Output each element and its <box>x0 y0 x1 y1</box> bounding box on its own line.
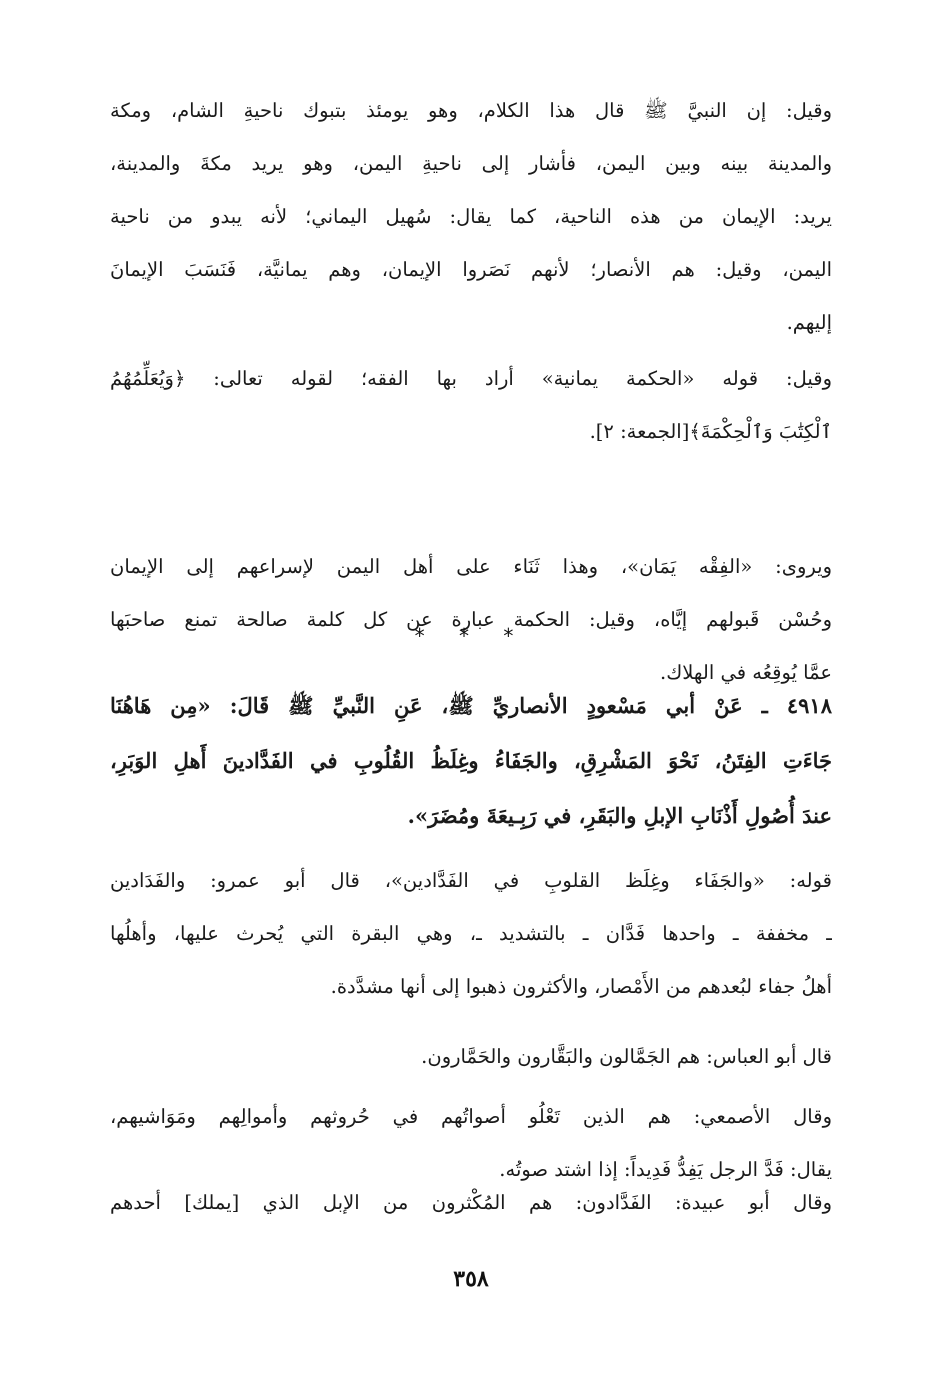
hadith-paragraph <box>110 678 832 843</box>
text-line: أهلُ جفاء لبُعدهم من الأَمْصار، والأكثرون ذهبوا إلى أنها مشدَّدة. <box>330 975 832 998</box>
paragraph-1 <box>110 84 832 349</box>
text-line: والمدينة بينه وبين اليمن، فأشار إلى ناحيةِ اليمن، وهو يريد مكةَ والمدينة، <box>110 152 832 175</box>
text-line: يقال: فَدَّ الرجل يَفِدُّ فَدِيداً: إذا اشتد صوتُه. <box>499 1158 832 1181</box>
page-number: ٣٥٨ <box>453 1266 489 1292</box>
text-line: وقال الأصمعي: هم الذين تَعْلُو أصواتُهم في حُروثهم وأموالِهم ومَوَاشيهم، <box>110 1105 832 1128</box>
text-line: إليهم. <box>786 311 832 334</box>
paragraph-5 <box>110 854 832 1013</box>
text-line: يريد: الإيمان من هذه الناحية، كما يقال: سُهيل اليماني؛ لأنه يبدو من ناحية <box>110 205 832 228</box>
text-line: ٱلْكِتَٰبَ وَٱلْحِكْمَةَ﴾[الجمعة: ٢]. <box>589 420 832 443</box>
text-line: قوله: «والجَفَاء وغِلَظ القلوبِ في الفَدَّادين»، قال أبو عمرو: والفَدَادين <box>110 869 832 892</box>
text-line: عندَ أُصُولِ أَذْنَابِ الإبلِ والبَقَرِ، في رَبِـيعَةَ ومُضَرَ». <box>407 803 832 828</box>
paragraph-3 <box>110 540 832 699</box>
section-separator: * * * <box>414 624 528 648</box>
text-line: ٤٩١٨ ـ عَنْ أبي مَسْعودٍ الأنصاريِّ ﷺ، عَنِ النَّبيِّ ﷺ قَالَ: «مِن هَاهُنَا <box>110 693 832 718</box>
text-line: ويروى: «الفِقْه يَمَان»، وهذا ثَنَاء على أهل اليمن لإسراعهم إلى الإيمان <box>110 555 832 578</box>
text-line: وقيل: قوله «الحكمة يمانية» أراد بها الفقه؛ لقوله تعالى: ﴿وَيُعَلِّمُهُمُ <box>110 367 832 390</box>
text-line: وقيل: إن النبيَّ ﷺ قال هذا الكلام، وهو يومئذ بتبوك ناحيةِ الشام، ومكة <box>110 99 832 122</box>
text-line: ـ مخففة ـ واحدها فَدَّان ـ بالتشديد ـ، وهي البقرة التي يُحرث عليها، وأهلُها <box>110 922 832 945</box>
text-line: عمَّا يُوقِعُه في الهلاك. <box>660 661 832 684</box>
text-line: وحُسْن قَبولهم إيَّاه، وقيل: الحكمة عبارة عن كل كلمة صالحة تمنع صاحبَها <box>110 608 832 631</box>
text-line: جَاءَتِ الفِتَنُ، نَحْوَ المَشْرِقِ، والجَفَاءُ وغِلَظُ القُلُوبِ في الفَدَّادينَ أَهلِ الوَبَرِ، <box>110 748 832 773</box>
paragraph-2 <box>110 352 832 458</box>
text-line: قال أبو العباس: هم الجَمَّالون والبَقَّارون والحَمَّارون. <box>421 1045 832 1068</box>
paragraph-8 <box>110 1176 832 1229</box>
paragraph-6 <box>110 1030 832 1083</box>
text-line: اليمن، وقيل: هم الأنصار؛ لأنهم نَصَروا الإيمان، وهم يمانيَّة، فَنَسَبَ الإيمانَ <box>110 258 832 281</box>
text-line: وقال أبو عبيدة: الفَدَّادون: هم المُكْثرون من الإبل الذي [يملك] أحدهم <box>110 1191 832 1214</box>
